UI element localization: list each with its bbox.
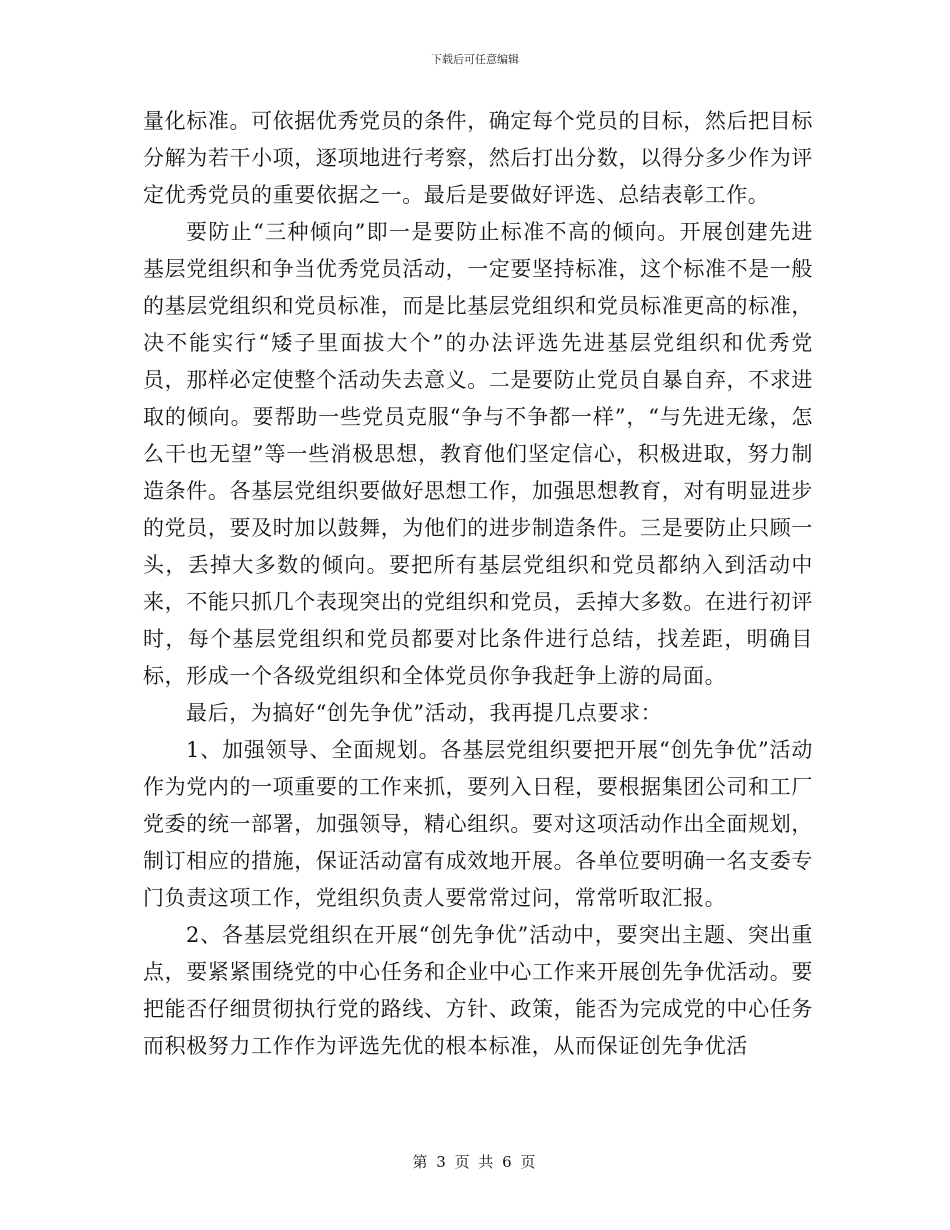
- page-header: 下载后可任意编辑: [431, 53, 519, 66]
- paragraph: 量化标准。可依据优秀党员的条件，确定每个党员的目标，然后把目标分解为若干小项，逐项地进行考察，然后打出分数，以得分多少作为评定优秀党员的重要依据之一。最后是要做好评选、总结表彰工作。: [143, 109, 813, 207]
- document-body: [143, 103, 813, 1065]
- paragraph: 要防止“三种倾向”即一是要防止标准不高的倾向。开展创建先进基层党组织和争当优秀党员活动，一定要坚持标准，这个标准不是一般的基层党组织和党员标准，而是比基层党组织和党员标准更高的标准，决不能实行“矮子里面拔大个”的办法评选先进基层党组织和优秀党员，那样必定使整个活动失去意义。二是要防止党员自暴自弃，不求进取的倾向。要帮助一些党员克服“争与不争都一样”，“与先进无缘，怎么干也无望”等一些消极思想，教育他们坚定信心，积极进取，努力制造条件。各基层党组织要做好思想工作，加强思想教育，对有明显进步的党员，要及时加以鼓舞，为他们的进步制造条件。三是要防止只顾一头，丢掉大多数的倾向。要把所有基层党组织和党员都纳入到活动中来，不能只抓几个表现突出的党组织和党员，丢掉大多数。在进行初评时，每个基层党组织和党员都要对比条件进行总结，找差距，明确目标，形成一个各级党组织和全体党员你争我赶争上游的局面。: [143, 220, 813, 688]
- page-footer: 第 3 页 共 6 页: [412, 1153, 538, 1171]
- paragraph: 1、加强领导、全面规划。各基层党组织要把开展“创先争优”活动作为党内的一项重要的工作来抓，要列入日程，要根据集团公司和工厂党委的统一部署，加强领导，精心组织。要对这项活动作出全面规划，制订相应的措施，保证活动富有成效地开展。各单位要明确一名支委专门负责这项工作，党组织负责人要常常过问，常常听取汇报。: [143, 738, 813, 910]
- paragraph: 最后，为搞好“创先争优”活动，我再提几点要求：: [186, 701, 663, 725]
- paragraph: 2、各基层党组织在开展“创先争优”活动中，要突出主题、突出重点，要紧紧围绕党的中心任务和企业中心工作来开展创先争优活动。要把能否仔细贯彻执行党的路线、方针、政策，能否为完成党的中心任务而积极努力工作作为评选先优的根本标准，从而保证创先争优活: [143, 923, 813, 1058]
